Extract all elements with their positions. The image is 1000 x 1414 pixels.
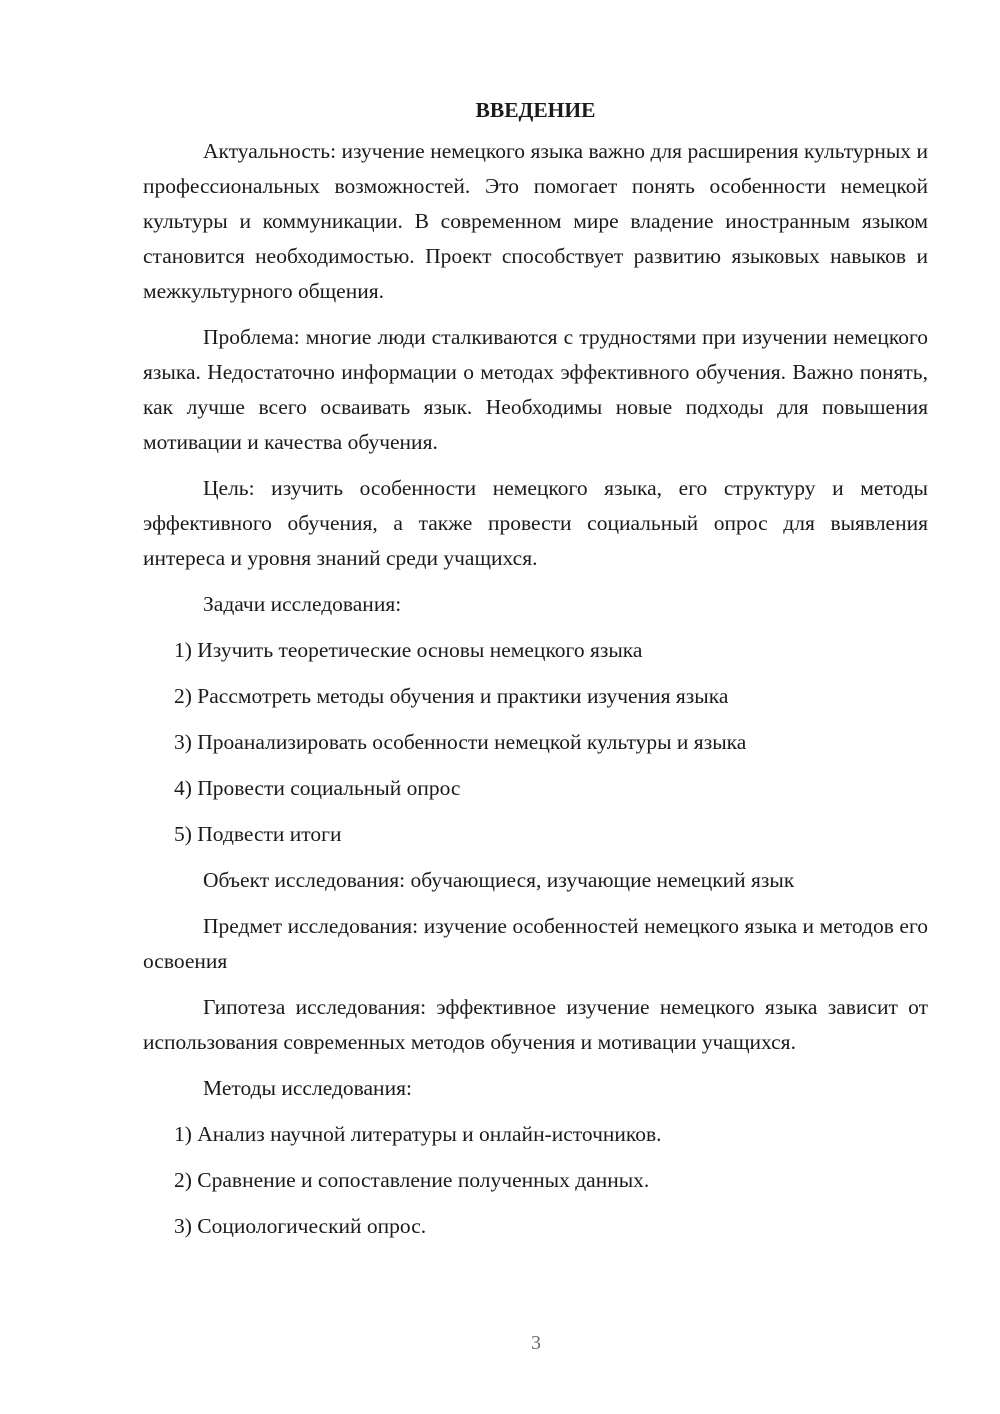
problem-paragraph: Проблема: многие люди сталкиваются с трудностями при изучении немецкого языка. Недостаточно информации о методах эффективного обучения. Важно понять, как лучше всего осваивать язык. Необходимы новые подходы для повышения мотивации и качества обучения. [143,325,928,454]
page-number: 3 [531,1332,541,1354]
method-item-3: 3) Социологический опрос. [174,1214,427,1238]
task-item-3: 3) Проанализировать особенности немецкой культуры и языка [174,730,747,754]
task-item-5: 5) Подвести итоги [174,822,342,846]
task-item-4: 4) Провести социальный опрос [174,776,461,800]
tasks-heading: Задачи исследования: [203,592,402,616]
relevance-paragraph: Актуальность: изучение немецкого языка важно для расширения культурных и профессиональных возможностей. Это помогает понять особенности немецкой культуры и коммуникации. В современном мире владение иностранным языком становится необходимостью. Проект способствует развитию языковых навыков и межкультурного общения. [143,139,928,303]
methods-heading: Методы исследования: [203,1076,412,1100]
section-title: ВВЕДЕНИЕ [475,98,596,122]
document-page [143,96,928,1255]
method-item-2: 2) Сравнение и сопоставление полученных данных. [174,1168,650,1192]
goal-paragraph: Цель: изучить особенности немецкого языка, его структуру и методы эффективного обучения, а также провести социальный опрос для выявления интереса и уровня знаний среди учащихся. [143,476,928,570]
object-paragraph: Объект исследования: обучающиеся, изучающие немецкий язык [203,868,795,892]
hypothesis-paragraph: Гипотеза исследования: эффективное изучение немецкого языка зависит от использования современных методов обучения и мотивации учащихся. [143,995,928,1054]
task-item-2: 2) Рассмотреть методы обучения и практики изучения языка [174,684,729,708]
subject-paragraph: Предмет исследования: изучение особенностей немецкого языка и методов его освоения [143,914,928,973]
task-item-1: 1) Изучить теоретические основы немецкого языка [174,638,643,662]
method-item-1: 1) Анализ научной литературы и онлайн-источников. [174,1122,662,1146]
